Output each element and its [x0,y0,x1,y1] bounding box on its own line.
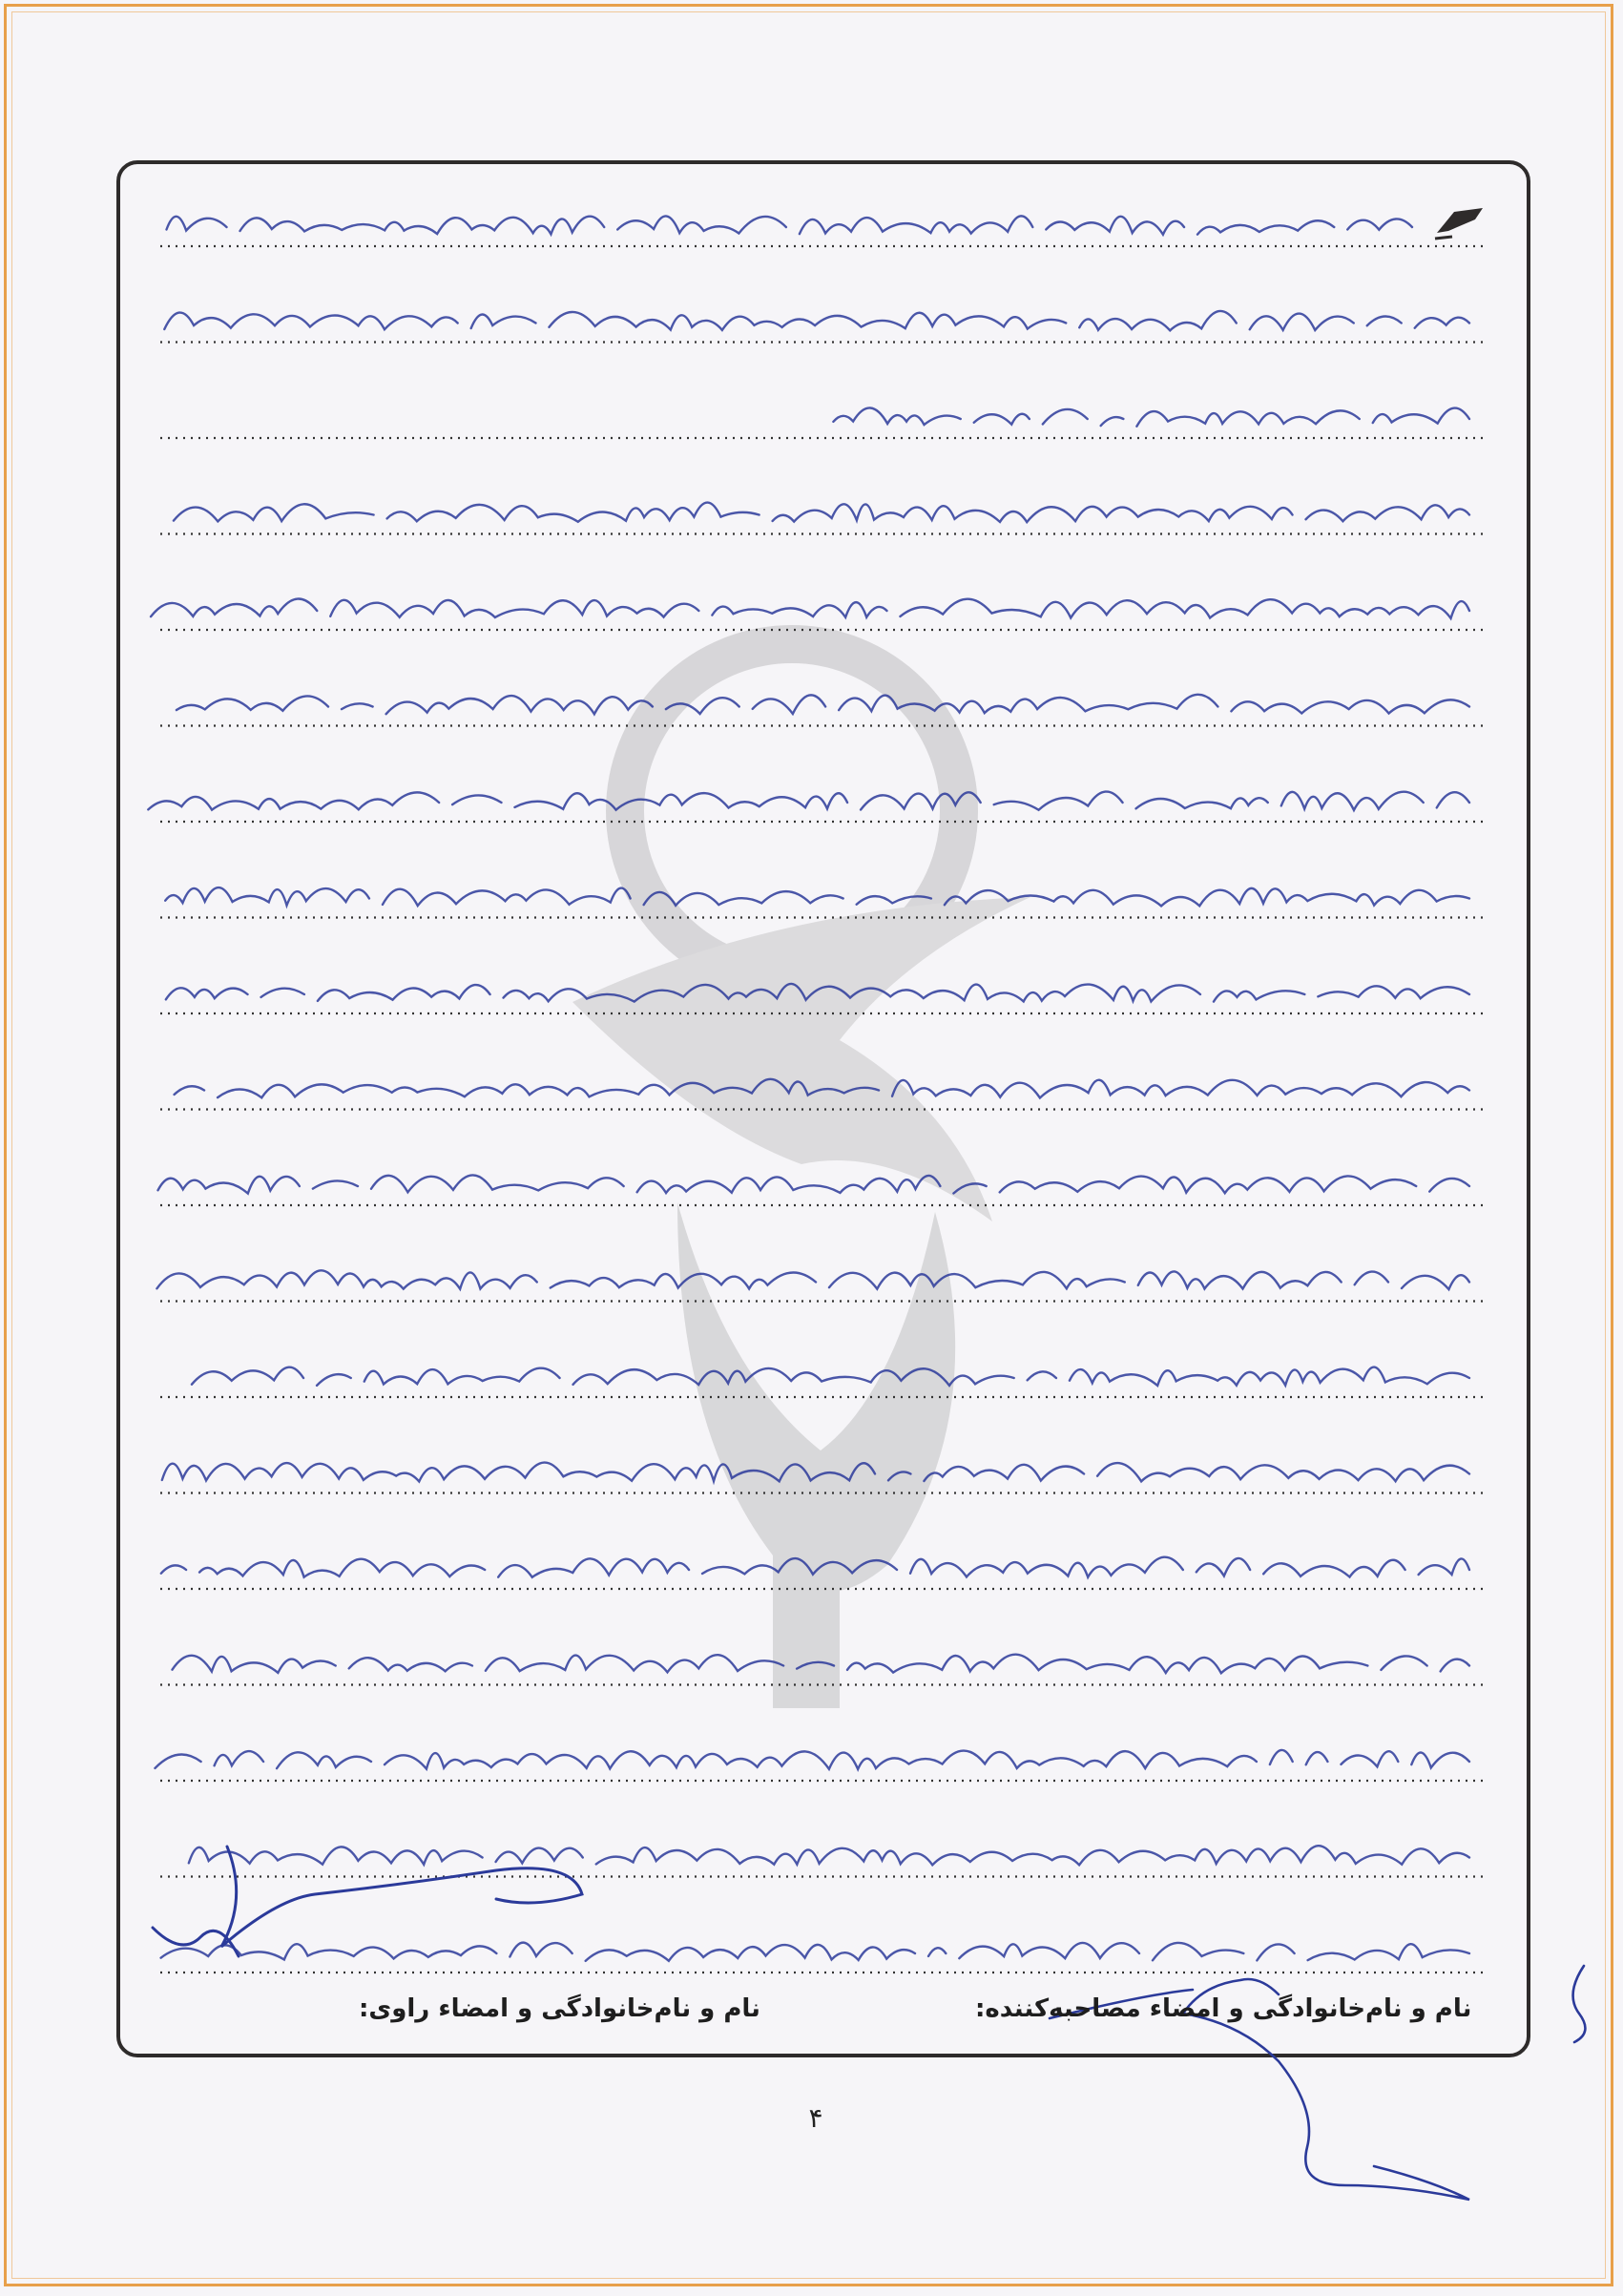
handwriting-stroke [174,503,1469,523]
handwriting-stroke [151,599,1469,618]
signature-scribble [153,1847,582,1956]
handwriting-stroke [176,1846,1469,1865]
handwriting-stroke [161,1943,1469,1961]
handwriting-stroke [167,216,1412,234]
handwriting-stroke [148,792,1469,810]
handwriting-stroke [166,984,1469,1002]
handwriting-stroke [156,1270,1469,1289]
interviewer-signature-label: نام و نام‌خانوادگی و امضاء مصاحبه‌کننده: [975,1994,1472,2023]
handwriting-stroke [833,407,1469,426]
handwriting-stroke [175,1079,1469,1098]
handwriting-stroke [162,1463,1469,1482]
handwriting-stroke [178,1367,1469,1386]
handwriting-stroke [151,311,1469,330]
handwriting-stroke [172,1655,1469,1674]
handwriting-stroke [161,1557,1469,1577]
handwriting-stroke [155,1750,1469,1769]
page-number: ۴ [808,2102,823,2134]
narrator-signature-label: نام و نام‌خانوادگی و امضاء راوی: [359,1994,760,2023]
handwriting-stroke [165,887,1469,906]
handwriting-stroke [144,1175,1469,1193]
handwriting-stroke [163,695,1469,715]
